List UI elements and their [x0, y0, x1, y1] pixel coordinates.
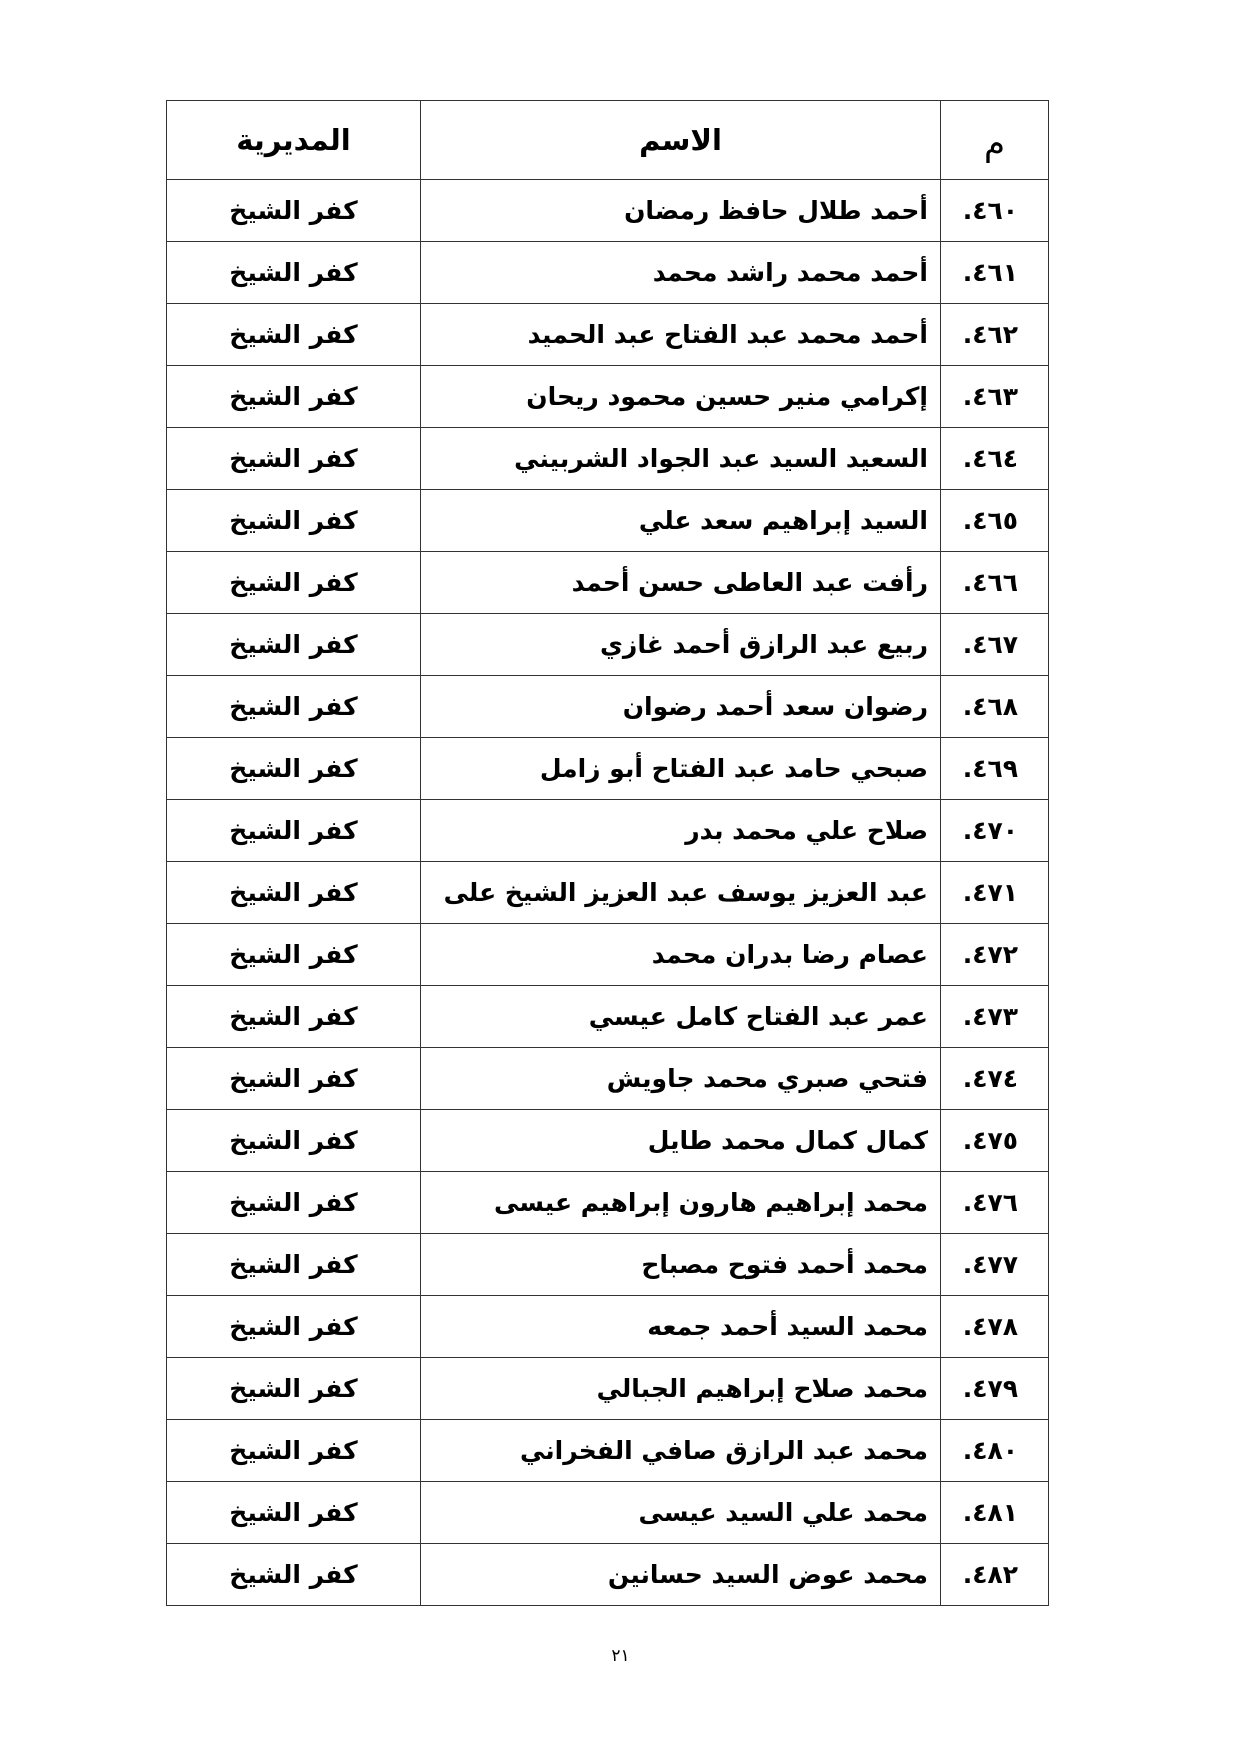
- table-row: [167, 552, 1049, 614]
- header-name: الاسم: [421, 101, 941, 180]
- row-number: ٤٧٣.: [941, 986, 1049, 1048]
- row-number: ٤٧١.: [941, 862, 1049, 924]
- row-name: صلاح علي محمد بدر: [421, 800, 941, 862]
- row-name: فتحي صبري محمد جاويش: [421, 1048, 941, 1110]
- table-row: [167, 1048, 1049, 1110]
- row-number: ٤٦٠.: [941, 180, 1049, 242]
- row-name: محمد عوض السيد حسانين: [421, 1544, 941, 1606]
- row-number: ٤٧٧.: [941, 1234, 1049, 1296]
- table-row: [167, 738, 1049, 800]
- row-number: ٤٦٨.: [941, 676, 1049, 738]
- table-row: [167, 304, 1049, 366]
- row-directorate: كفر الشيخ: [167, 180, 421, 242]
- row-directorate: كفر الشيخ: [167, 986, 421, 1048]
- row-number: ٤٦٣.: [941, 366, 1049, 428]
- table-row: [167, 800, 1049, 862]
- names-table-container: [166, 100, 1048, 1606]
- row-name: إكرامي منير حسين محمود ريحان: [421, 366, 941, 428]
- row-number: ٤٨٢.: [941, 1544, 1049, 1606]
- row-number: ٤٧٦.: [941, 1172, 1049, 1234]
- table-row: [167, 490, 1049, 552]
- row-name: رأفت عبد العاطى حسن أحمد: [421, 552, 941, 614]
- table-row: [167, 1110, 1049, 1172]
- row-name: أحمد محمد عبد الفتاح عبد الحميد: [421, 304, 941, 366]
- row-number: ٤٧٤.: [941, 1048, 1049, 1110]
- row-directorate: كفر الشيخ: [167, 1296, 421, 1358]
- table-row: [167, 986, 1049, 1048]
- table-row: [167, 428, 1049, 490]
- row-name: محمد السيد أحمد جمعه: [421, 1296, 941, 1358]
- table-row: [167, 676, 1049, 738]
- table-row: [167, 1296, 1049, 1358]
- header-directorate: المديرية: [167, 101, 421, 180]
- row-directorate: كفر الشيخ: [167, 1048, 421, 1110]
- page-number: ٢١: [611, 1646, 630, 1666]
- row-directorate: كفر الشيخ: [167, 428, 421, 490]
- row-name: ربيع عبد الرازق أحمد غازي: [421, 614, 941, 676]
- table-row: [167, 1234, 1049, 1296]
- table-row: [167, 242, 1049, 304]
- row-number: ٤٨٠.: [941, 1420, 1049, 1482]
- row-number: ٤٦٢.: [941, 304, 1049, 366]
- row-name: عبد العزيز يوسف عبد العزيز الشيخ على: [421, 862, 941, 924]
- row-directorate: كفر الشيخ: [167, 304, 421, 366]
- row-directorate: كفر الشيخ: [167, 1110, 421, 1172]
- row-name: محمد إبراهيم هارون إبراهيم عيسى: [421, 1172, 941, 1234]
- row-directorate: كفر الشيخ: [167, 366, 421, 428]
- row-number: ٤٧٥.: [941, 1110, 1049, 1172]
- row-directorate: كفر الشيخ: [167, 676, 421, 738]
- row-directorate: كفر الشيخ: [167, 552, 421, 614]
- names-table: [166, 100, 1049, 1606]
- table-row: [167, 1172, 1049, 1234]
- row-number: ٤٦٧.: [941, 614, 1049, 676]
- table-row: [167, 1544, 1049, 1606]
- row-number: ٤٦٤.: [941, 428, 1049, 490]
- row-number: ٤٧٩.: [941, 1358, 1049, 1420]
- row-name: عمر عبد الفتاح كامل عيسي: [421, 986, 941, 1048]
- row-name: عصام رضا بدران محمد: [421, 924, 941, 986]
- row-directorate: كفر الشيخ: [167, 1544, 421, 1606]
- table-row: [167, 614, 1049, 676]
- row-number: ٤٦٩.: [941, 738, 1049, 800]
- table-row: [167, 366, 1049, 428]
- row-directorate: كفر الشيخ: [167, 924, 421, 986]
- row-name: السعيد السيد عبد الجواد الشربيني: [421, 428, 941, 490]
- table-row: [167, 1358, 1049, 1420]
- row-number: ٤٨١.: [941, 1482, 1049, 1544]
- row-name: صبحي حامد عبد الفتاح أبو زامل: [421, 738, 941, 800]
- row-number: ٤٧٢.: [941, 924, 1049, 986]
- row-directorate: كفر الشيخ: [167, 490, 421, 552]
- row-name: السيد إبراهيم سعد علي: [421, 490, 941, 552]
- row-directorate: كفر الشيخ: [167, 1172, 421, 1234]
- row-number: ٤٧٨.: [941, 1296, 1049, 1358]
- table-row: [167, 1482, 1049, 1544]
- table-row: [167, 862, 1049, 924]
- row-name: محمد عبد الرازق صافي الفخراني: [421, 1420, 941, 1482]
- row-directorate: كفر الشيخ: [167, 242, 421, 304]
- row-directorate: كفر الشيخ: [167, 1482, 421, 1544]
- row-directorate: كفر الشيخ: [167, 1234, 421, 1296]
- row-name: رضوان سعد أحمد رضوان: [421, 676, 941, 738]
- row-number: ٤٦٥.: [941, 490, 1049, 552]
- row-name: محمد علي السيد عيسى: [421, 1482, 941, 1544]
- table-body: [167, 180, 1049, 1606]
- row-number: ٤٦١.: [941, 242, 1049, 304]
- row-directorate: كفر الشيخ: [167, 614, 421, 676]
- row-name: محمد صلاح إبراهيم الجبالي: [421, 1358, 941, 1420]
- row-name: محمد أحمد فتوح مصباح: [421, 1234, 941, 1296]
- row-directorate: كفر الشيخ: [167, 738, 421, 800]
- row-name: كمال كمال محمد طايل: [421, 1110, 941, 1172]
- row-directorate: كفر الشيخ: [167, 1420, 421, 1482]
- table-header-row: [167, 101, 1049, 180]
- row-directorate: كفر الشيخ: [167, 862, 421, 924]
- row-directorate: كفر الشيخ: [167, 1358, 421, 1420]
- row-number: ٤٧٠.: [941, 800, 1049, 862]
- table-row: [167, 1420, 1049, 1482]
- table-row: [167, 180, 1049, 242]
- row-directorate: كفر الشيخ: [167, 800, 421, 862]
- row-name: أحمد طلال حافظ رمضان: [421, 180, 941, 242]
- table-row: [167, 924, 1049, 986]
- row-name: أحمد محمد راشد محمد: [421, 242, 941, 304]
- header-number: م: [941, 101, 1049, 180]
- row-number: ٤٦٦.: [941, 552, 1049, 614]
